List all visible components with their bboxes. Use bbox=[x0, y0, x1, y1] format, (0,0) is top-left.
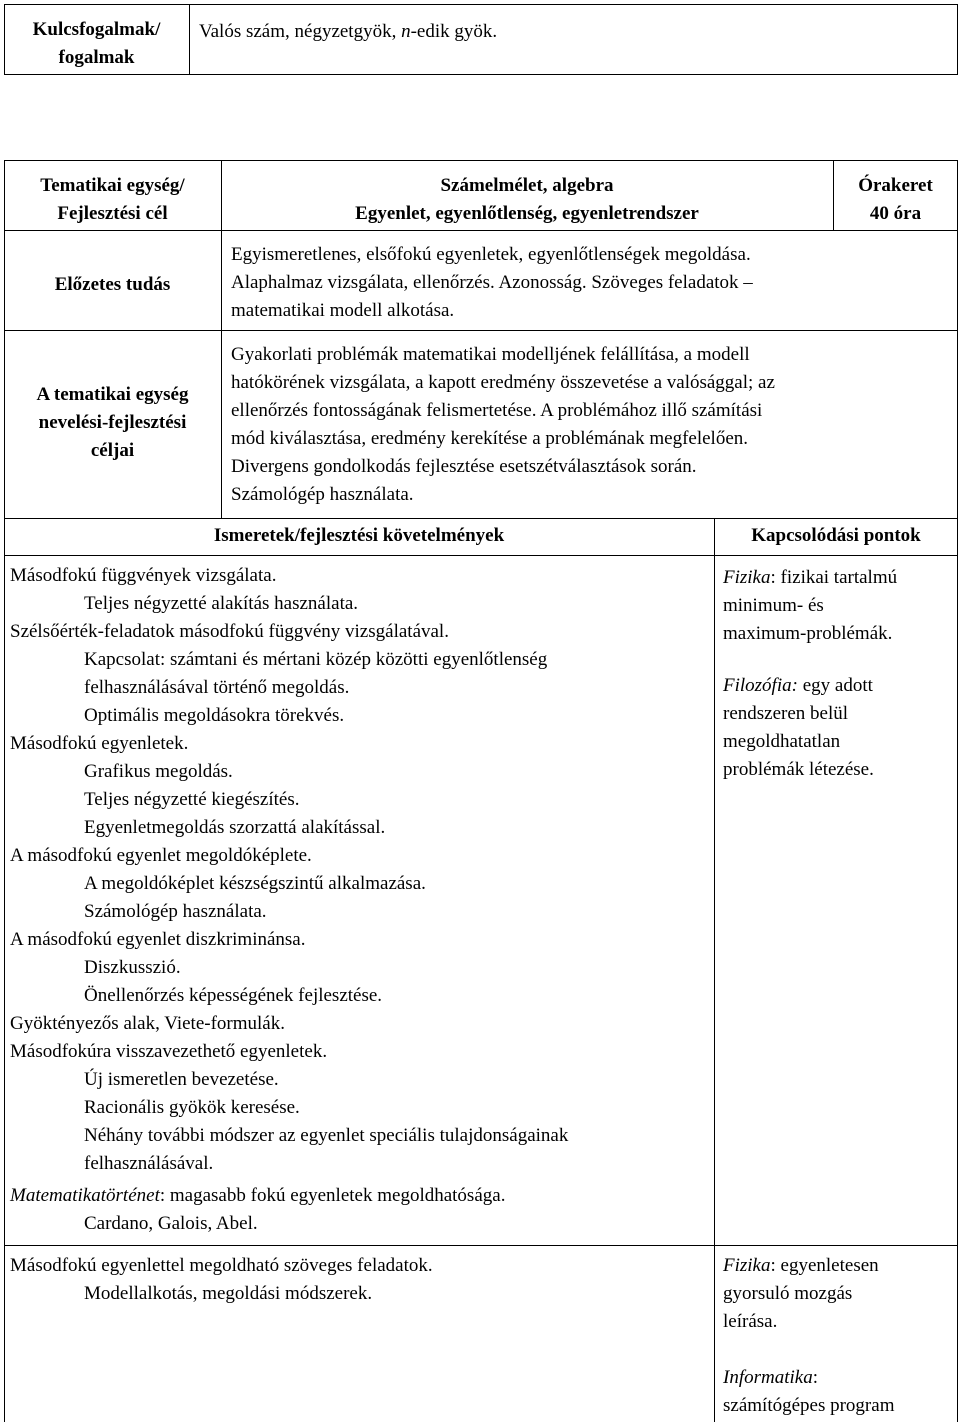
celjai-divider bbox=[4, 518, 958, 519]
celjai-line: Gyakorlati problémák matematikai modelljének felállítása, a modell bbox=[231, 344, 750, 365]
link-informatika bbox=[723, 1364, 894, 1420]
elozetes-divider bbox=[4, 330, 958, 331]
list-item: Másodfokú függvények vizsgálata. bbox=[10, 565, 277, 586]
link-filozofia bbox=[723, 672, 874, 784]
list-item: A másodfokú egyenlet megoldóképlete. bbox=[10, 845, 312, 866]
celjai-label bbox=[4, 381, 221, 465]
orakeret-label: Órakeret bbox=[858, 175, 933, 196]
link-filozofia-line: egy adott bbox=[797, 675, 873, 696]
list-item: Egyenletmegoldás szorzattá alakítással. bbox=[84, 817, 386, 838]
kulcsfogalmak-value bbox=[199, 18, 497, 46]
list-item: felhasználásával történő megoldás. bbox=[84, 677, 350, 698]
celjai-line: hatókörének vizsgálata, a kapott eredmény összevetése a valósággal; az bbox=[231, 372, 775, 393]
link-fizika-1-line: maximum-problémák. bbox=[723, 623, 893, 644]
kulcsfogalmak-value-italic: n bbox=[401, 21, 411, 42]
list-item: Másodfokú egyenlettel megoldható szöveges feladatok. bbox=[10, 1255, 433, 1276]
tematikai-egyseg-label bbox=[4, 172, 221, 228]
list-item: felhasználásával. bbox=[84, 1153, 214, 1174]
link-filozofia-label: Filozófia: bbox=[723, 675, 798, 696]
elozetes-tudas-line: matematikai modell alkotása. bbox=[231, 300, 455, 321]
header-divider bbox=[4, 230, 958, 231]
elozetes-tudas-label: Előzetes tudás bbox=[54, 274, 171, 295]
topic-title-line: Számelmélet, algebra bbox=[440, 175, 614, 196]
link-fizika-2 bbox=[723, 1252, 879, 1336]
elozetes-tudas-line: Egyismeretlenes, elsőfokú egyenletek, egyenlőtlenségek megoldása. bbox=[231, 244, 751, 265]
link-fizika-1-line: : fizikai tartalmú bbox=[770, 567, 898, 588]
orakeret-value: 40 óra bbox=[869, 203, 922, 224]
elozetes-tudas-text bbox=[231, 241, 753, 325]
link-fizika-1-line: minimum- és bbox=[723, 595, 824, 616]
celjai-line: Számológép használata. bbox=[231, 484, 414, 505]
block2-list bbox=[10, 1252, 433, 1308]
celjai-line: mód kiválasztása, eredmény kerekítése a problémának megfelelően. bbox=[231, 428, 748, 449]
list-item: A megoldóképlet készségszintű alkalmazása. bbox=[84, 873, 426, 894]
link-informatika-label: Informatika bbox=[723, 1367, 813, 1388]
history-line bbox=[10, 1182, 505, 1210]
celjai-label-line: nevelési-fejlesztési bbox=[38, 412, 187, 433]
kulcsfogalmak-label-line: Kulcsfogalmak/ bbox=[32, 19, 161, 40]
list-item: Új ismeretlen bevezetése. bbox=[84, 1069, 279, 1090]
link-fizika-2-line: gyorsuló mozgás bbox=[723, 1283, 853, 1304]
column-header-divider bbox=[4, 555, 958, 556]
list-item: Számológép használata. bbox=[84, 901, 267, 922]
list-item: Modellalkotás, megoldási módszerek. bbox=[84, 1283, 373, 1304]
block1-list bbox=[10, 562, 568, 1178]
list-item: Másodfokúra visszavezethető egyenletek. bbox=[10, 1041, 328, 1062]
kulcsfogalmak-label bbox=[4, 16, 189, 72]
topic-title bbox=[221, 172, 833, 228]
list-item: Szélsőérték-feladatok másodfokú függvény vizsgálatával. bbox=[10, 621, 449, 642]
link-fizika-1-label: Fizika bbox=[723, 567, 771, 588]
kulcsfogalmak-divider bbox=[189, 4, 190, 75]
history-names: Cardano, Galois, Abel. bbox=[84, 1213, 258, 1234]
block-divider bbox=[4, 1245, 958, 1246]
link-fizika-2-line: leírása. bbox=[723, 1311, 778, 1332]
link-fizika-2-label: Fizika bbox=[723, 1255, 771, 1276]
list-item: Teljes négyzetté kiegészítés. bbox=[84, 789, 300, 810]
link-fizika-1 bbox=[723, 564, 897, 648]
list-item: A másodfokú egyenlet diszkriminánsa. bbox=[10, 929, 306, 950]
kapcsolodasi-header: Kapcsolódási pontok bbox=[751, 525, 921, 546]
celjai-line: ellenőrzés fontosságának felismertetése. A problémához illő számítási bbox=[231, 400, 763, 421]
link-filozofia-line: problémák létezése. bbox=[723, 759, 874, 780]
link-informatika-line: számítógépes program bbox=[723, 1395, 895, 1416]
list-item: Önellenőrzés képességének fejlesztése. bbox=[84, 985, 383, 1006]
elozetes-tudas-line: Alaphalmaz vizsgálata, ellenőrzés. Azonosság. Szöveges feladatok – bbox=[231, 272, 753, 293]
tematikai-egyseg-label-line: Fejlesztési cél bbox=[57, 203, 168, 224]
list-item: Néhány további módszer az egyenlet speciális tulajdonságainak bbox=[84, 1125, 569, 1146]
ismeretek-header: Ismeretek/fejlesztési követelmények bbox=[213, 525, 505, 546]
orakeret bbox=[833, 172, 958, 228]
celjai-label-line: A tematikai egység bbox=[36, 384, 189, 405]
list-item: Gyöktényezős alak, Viete-formulák. bbox=[10, 1013, 285, 1034]
list-item: Kapcsolat: számtani és mértani közép közötti egyenlőtlenség bbox=[84, 649, 548, 670]
celjai-text bbox=[231, 341, 775, 509]
kulcsfogalmak-value-suffix: -edik gyök. bbox=[410, 21, 498, 42]
list-item: Racionális gyökök keresése. bbox=[84, 1097, 300, 1118]
kulcsfogalmak-value-prefix: Valós szám, négyzetgyök, bbox=[199, 21, 402, 42]
list-item: Teljes négyzetté alakítás használata. bbox=[84, 593, 359, 614]
link-fizika-2-line: : egyenletesen bbox=[770, 1255, 879, 1276]
celjai-line: Divergens gondolkodás fejlesztése esetszétválasztások során. bbox=[231, 456, 697, 477]
topic-title-line: Egyenlet, egyenlőtlenség, egyenletrendszer bbox=[355, 203, 699, 224]
tematikai-egyseg-label-line: Tematikai egység/ bbox=[40, 175, 185, 196]
link-filozofia-line: rendszeren belül bbox=[723, 703, 849, 724]
list-item: Grafikus megoldás. bbox=[84, 761, 233, 782]
list-item: Optimális megoldásokra törekvés. bbox=[84, 705, 345, 726]
history-label: Matematikatörténet bbox=[10, 1185, 160, 1206]
kulcsfogalmak-label-line: fogalmak bbox=[58, 47, 135, 68]
connections-column-divider bbox=[714, 518, 715, 1422]
link-filozofia-line: megoldhatatlan bbox=[723, 731, 841, 752]
list-item: Másodfokú egyenletek. bbox=[10, 733, 189, 754]
celjai-label-line: céljai bbox=[90, 440, 135, 461]
link-informatika-line: : bbox=[812, 1367, 818, 1388]
list-item: Diszkusszió. bbox=[84, 957, 181, 978]
history-text: : magasabb fokú egyenletek megoldhatósága. bbox=[159, 1185, 506, 1206]
